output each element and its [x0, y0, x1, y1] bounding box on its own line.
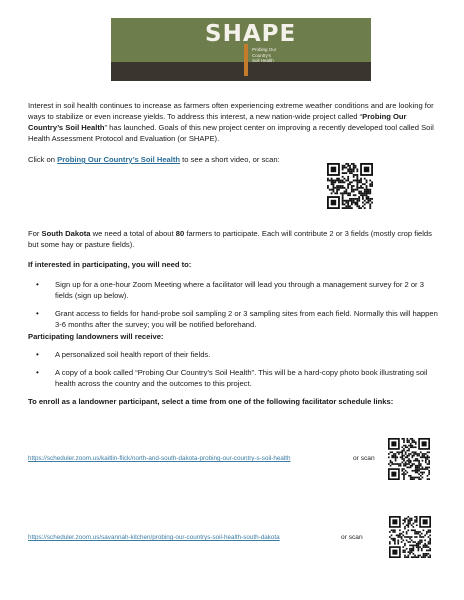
sd-need: we need a total of about [90, 229, 176, 238]
participating-heading: If interested in participating, you will need to: [28, 260, 192, 269]
list-item: • A copy of a book called “Probing Our Country’s Soil Health”. This will be a hard-copy photo book illustrating soil health across the country and the outcomes to this project. [28, 367, 438, 389]
intro-text: Interest in soil health continues to increase as farmers often experiencing extreme weather conditions and are looking for ways to stabilize or even increase yields. To address this interest, a new nation-wide project called “ [28, 101, 434, 121]
sd-rest: farmers to participate. Each will contribute 2 or 3 fields (mostly crop fields but some hay or pasture fields). [28, 229, 432, 249]
qr-code-graphic [388, 438, 430, 480]
intro-text-end: ” has launched. Goals of this new project center on improving a recently developed tool called Soil Health Assessment Protocol and Evaluation (or SHAPE). [28, 123, 434, 143]
intro-paragraph [28, 100, 438, 144]
schedule-link-kaitlin[interactable]: https://scheduler.zoom.us/kaitlin-flick/north-and-south-dakota-probing-our-country-s-soil-health [28, 455, 291, 462]
receive-heading: Participating landowners will receive: [28, 332, 164, 341]
shape-logo-word: SHAPE [205, 21, 297, 47]
qr-code-graphic [327, 163, 373, 209]
schedule-link-savannah[interactable]: https://scheduler.zoom.us/savannah-kitchen/probing-our-countrys-soil-health-south-dakota [28, 534, 280, 541]
list-item: • A personalized soil health report of their fields. [28, 349, 438, 360]
receive-list [28, 349, 438, 396]
shape-logo-mark [244, 44, 248, 76]
list-item: • Grant access to fields for hand-probe soil sampling 2 or 3 sampling sites from each field. Normally this will happen 3-6 months after the survey; you will be notified beforehand. [28, 308, 438, 330]
list-item: • Sign up for a one-hour Zoom Meeting where a facilitator will lead you through a management survey for 2 or 3 fields (sign up below). [28, 279, 438, 301]
banner-bottom-band [111, 62, 371, 81]
video-link[interactable]: Probing Our Country’s Soil Health [57, 155, 181, 164]
project-name: Probing Our Country’s Soil Health [28, 112, 407, 132]
schedule-qr-code-savannah[interactable] [389, 516, 431, 558]
sd-for: For [28, 229, 42, 238]
or-scan-label: or scan [341, 534, 363, 541]
video-click-text: Click on [28, 155, 58, 164]
schedule-qr-code-kaitlin[interactable] [388, 438, 430, 480]
south-dakota-paragraph [28, 228, 438, 250]
logo-sub-line: Probing Our [252, 47, 277, 52]
logo-sub-line: Country's [252, 52, 271, 58]
video-after-text: to see a short video, or scan: [180, 155, 280, 164]
or-scan-label: or scan [353, 455, 375, 462]
logo-sub-line: Soil Health [252, 58, 274, 63]
qr-code-graphic [389, 516, 431, 558]
shape-logo-subtitle [252, 47, 312, 64]
video-line [28, 154, 438, 165]
sd-farmer-count: 80 [175, 229, 185, 238]
enroll-heading: To enroll as a landowner participant, select a time from one of the following facilitator schedule links: [28, 397, 394, 406]
participating-list [28, 279, 438, 337]
video-qr-code[interactable] [327, 163, 373, 209]
sd-state: South Dakota [41, 229, 91, 238]
